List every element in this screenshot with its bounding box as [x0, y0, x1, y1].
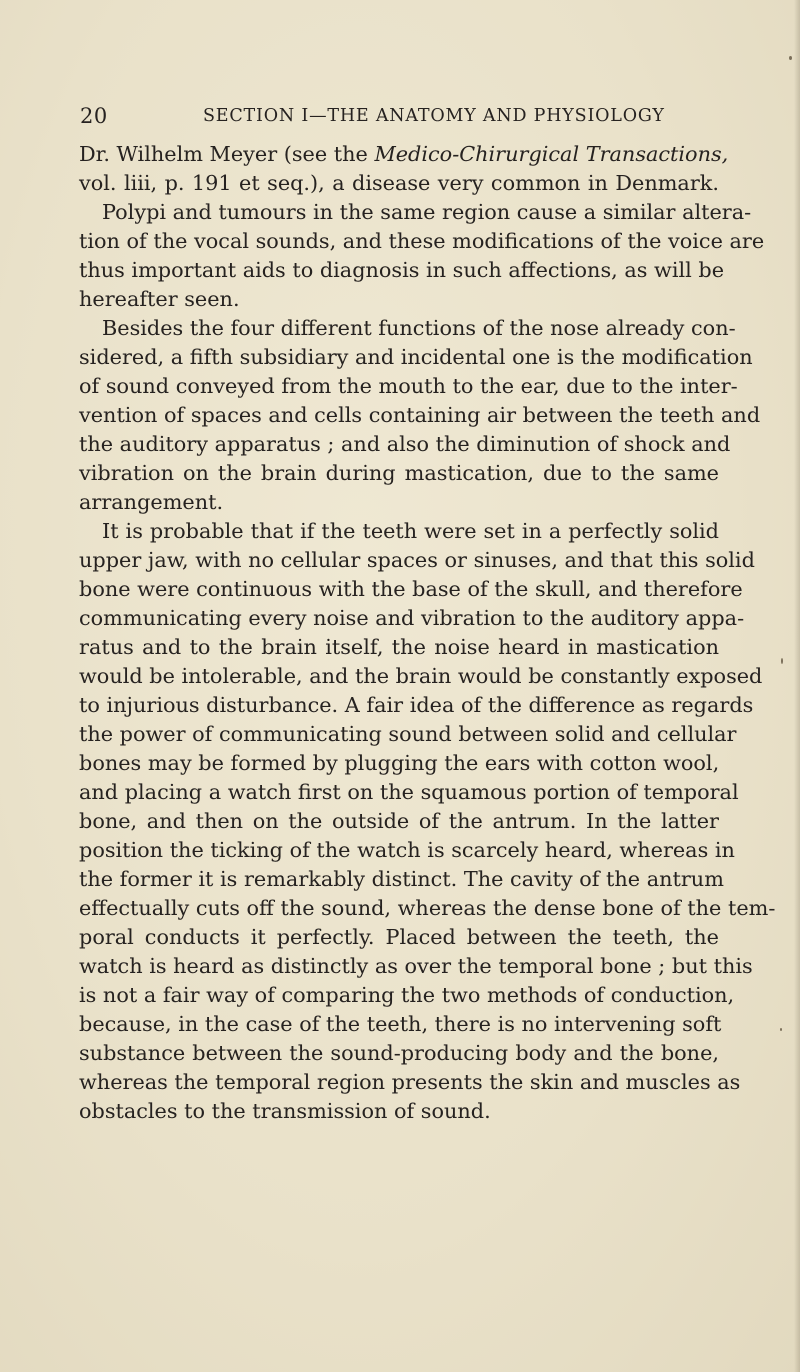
page-edge-shadow	[794, 0, 800, 1372]
text-line: effectually cuts off the sound, whereas the dense bone of the tem-	[79, 896, 776, 920]
text-line: bone were continuous with the base of the skull, and therefore	[79, 577, 743, 601]
paper-speck	[780, 1028, 782, 1031]
paragraph-end-line: hereafter seen.	[79, 287, 240, 311]
paragraph-start-line: It is probable that if the teeth were set in a perfectly solid	[102, 519, 719, 543]
text-line: the auditory apparatus ; and also the diminution of shock and	[79, 432, 731, 456]
text-line: because, in the case of the teeth, there is no intervening soft	[79, 1012, 722, 1036]
text-line: thus important aids to diagnosis in such affections, as will be	[79, 258, 725, 282]
paragraph-end-line: obstacles to the transmission of sound.	[79, 1099, 491, 1123]
text-line: vention of spaces and cells containing air between the teeth and	[79, 403, 761, 427]
text-line: watch is heard as distinctly as over the temporal bone ; but this	[79, 954, 753, 978]
page-header	[80, 104, 720, 134]
paper-speck	[789, 56, 792, 60]
text-line: would be intolerable, and the brain would be constantly exposed	[79, 664, 763, 688]
text-line: vibration on the brain during mastication, due to the same	[79, 461, 719, 485]
running-head: SECTION I—THE ANATOMY AND PHYSIOLOGY	[203, 106, 665, 126]
text-line: bone, and then on the outside of the antrum. In the latter	[79, 809, 719, 833]
text-line: upper jaw, with no cellular spaces or sinuses, and that this solid	[79, 548, 755, 572]
text-line: and placing a watch first on the squamous portion of temporal	[79, 780, 739, 804]
journal-title: Medico-Chirurgical Transactions,	[374, 142, 729, 166]
paragraph-start-line: Polypi and tumours in the same region cause a similar altera-	[102, 200, 752, 224]
text-line: poral conducts it perfectly. Placed between the teeth, the	[79, 925, 719, 949]
text-line: position the ticking of the watch is scarcely heard, whereas in	[79, 838, 735, 862]
text-line: is not a fair way of comparing the two methods of conduction,	[79, 983, 735, 1007]
text-line: the power of communicating sound between solid and cellular	[79, 722, 737, 746]
text-line: vol. liii, p. 191 et seq.), a disease very common in Denmark.	[79, 171, 719, 195]
text-line: communicating every noise and vibration to the auditory appa-	[79, 606, 745, 630]
text-line: substance between the sound-producing body and the bone,	[79, 1041, 719, 1065]
paper-speck	[781, 658, 783, 664]
text-line: sidered, a fifth subsidiary and incidental one is the modification	[79, 345, 753, 369]
body-text	[79, 140, 776, 1126]
page-number: 20	[80, 104, 108, 128]
text-line: bones may be formed by plugging the ears with cotton wool,	[79, 751, 720, 775]
text-line: ratus and to the brain itself, the noise heard in mastication	[79, 635, 719, 659]
text-line: of sound conveyed from the mouth to the ear, due to the inter-	[79, 374, 738, 398]
text-line: the former it is remarkably distinct. The cavity of the antrum	[79, 867, 724, 891]
paragraph-start-line: Besides the four different functions of the nose already con-	[102, 316, 736, 340]
text-line: Dr. Wilhelm Meyer (see the Medico-Chirurgical Transactions,	[79, 142, 729, 166]
text-line: whereas the temporal region presents the skin and muscles as	[79, 1070, 741, 1094]
paragraph-end-line: arrangement.	[79, 490, 224, 514]
text-line: to injurious disturbance. A fair idea of the difference as regards	[79, 693, 754, 717]
text-line: tion of the vocal sounds, and these modifications of the voice are	[79, 229, 765, 253]
